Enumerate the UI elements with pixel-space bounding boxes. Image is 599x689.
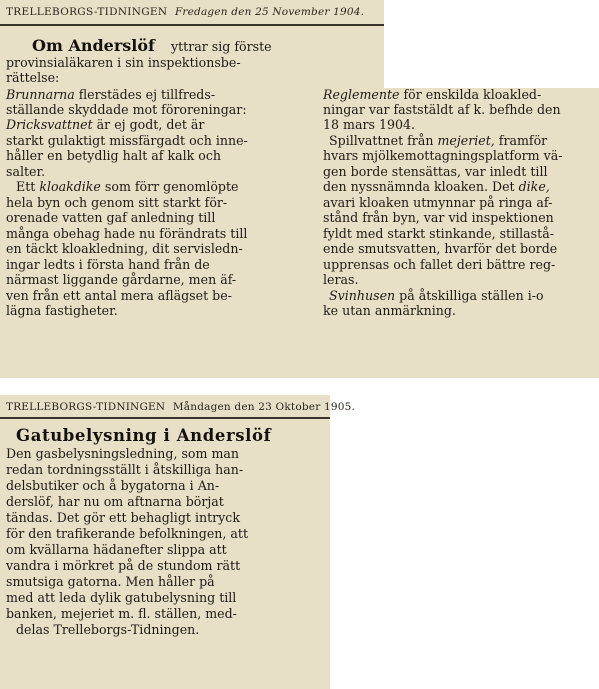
masthead-date: Fredagen den 25 November 1904. (174, 6, 365, 18)
text-line: ende smutsvatten, hvarför det borde (323, 241, 558, 256)
text-line: gen borde stensättas, var inledt till (323, 164, 548, 179)
text-line: banken, mejeriet m. fl. ställen, med- (6, 606, 237, 621)
text-line (323, 180, 550, 194)
text-line: avari kloaken utmynnar på ringa af- (323, 195, 553, 210)
text-line: fyldt med starkt stinkande, stillastå- (323, 226, 554, 241)
text-line: vandra i mörkret på de stundom rätt (6, 558, 241, 573)
text-line: håller en betydlig halt af kalk och (6, 148, 222, 163)
clipping-1-left-column (0, 88, 301, 378)
em-word: kloakdike (39, 179, 101, 194)
text-line: orenade vatten gaf anledning till (6, 210, 216, 225)
text-line: stånd från byn, var vid inspektionen (323, 210, 554, 225)
em-word: Dricksvattnet (6, 117, 93, 132)
em-word: Brunnarna (6, 87, 75, 102)
text-line: smutsiga gatorna. Men håller på (6, 574, 215, 589)
clipping-1-header-area (0, 0, 384, 88)
text-line (323, 88, 541, 102)
text-line: lägna fastigheter. (6, 303, 118, 318)
em-word: Svinhusen (329, 288, 396, 303)
text-rest: framför (494, 133, 548, 148)
text-rest: som förr genomlöpte (100, 179, 239, 194)
text-line (329, 289, 544, 303)
intro-line: rättelse: (6, 70, 60, 85)
text-line: delsbutiker och å bygatorna i An- (6, 478, 220, 493)
intro-line: provinsialäkaren i sin inspektionsbe- (6, 55, 241, 70)
text-line: leras. (323, 272, 359, 287)
text-line: starkt gulaktigt missfärgadt och inne- (6, 133, 248, 148)
text-line (16, 180, 239, 194)
em-word: mejeriet, (437, 133, 495, 148)
text-line: redan tordningsställt i åtskilliga han- (6, 462, 244, 477)
clipping-1-right-column (301, 88, 599, 378)
article-2-headline: Gatubelysning i Anderslöf (16, 426, 272, 445)
text-line: en täckt kloakledning, dit servisledn- (6, 241, 243, 256)
text-line: ningar var faststäldt af k. befhde den (323, 102, 561, 117)
text-pre: Spillvattnet från (329, 133, 438, 148)
text-line (6, 88, 215, 102)
text-rest: för enskilda kloakled- (399, 87, 542, 102)
text-line (329, 134, 547, 148)
text-line: hela byn och genom sitt starkt för- (6, 195, 228, 210)
text-rest: flerstädes ej tillfreds- (74, 87, 216, 102)
text-line: 18 mars 1904. (323, 117, 416, 132)
text-line: hvars mjölkemottagningsplatform vä- (323, 148, 563, 163)
em-word: dike, (518, 179, 550, 194)
text-line: upprensas och fallet deri bättre reg- (323, 257, 556, 272)
masthead-date: Måndagen den 23 Oktober 1905. (172, 401, 356, 413)
masthead-rule (0, 417, 330, 419)
masthead-1 (6, 6, 364, 18)
text-line: Den gasbelysningsledning, som man (6, 446, 240, 461)
text-line: salter. (6, 164, 46, 179)
text-line: många obehag hade nu förändrats till (6, 226, 248, 241)
em-word: Reglemente (323, 87, 400, 102)
text-line: om kvällarna hädanefter slippa att (6, 542, 227, 557)
headline-text: Om Anderslöf (32, 36, 155, 55)
text-line (6, 118, 204, 132)
text-line: ke utan anmärkning. (323, 303, 456, 318)
text-rest: på åtskilliga ställen i-o (395, 288, 544, 303)
masthead-paper-name: TRELLEBORGS-TIDNINGEN (6, 6, 168, 18)
masthead-paper-name: TRELLEBORGS-TIDNINGEN (6, 401, 166, 413)
text-line: ven från ett antal mera aflägset be- (6, 288, 232, 303)
text-rest: den nyssnämnda kloaken. Det (323, 179, 519, 194)
article-1-headline (32, 36, 155, 55)
text-line: derslöf, har nu om aftnarna börjat (6, 494, 224, 509)
masthead-2 (6, 401, 355, 413)
masthead-rule (0, 24, 384, 26)
text-line: med att leda dylik gatubelysning till (6, 590, 237, 605)
intro-rest: yttrar sig förste (171, 39, 272, 54)
text-line: ingar ledts i första hand från de (6, 257, 210, 272)
text-rest: är ej godt, det är (92, 117, 205, 132)
text-line: för den trafikerande befolkningen, att (6, 526, 249, 541)
text-line: delas Trelleborgs-Tidningen. (16, 622, 200, 637)
text-pre: Ett (16, 179, 40, 194)
text-line: närmast liggande gårdarne, men äf- (6, 272, 237, 287)
text-line: tändas. Det gör ett behagligt intryck (6, 510, 240, 525)
text-line: ställande skyddade mot föroreningar: (6, 102, 247, 117)
